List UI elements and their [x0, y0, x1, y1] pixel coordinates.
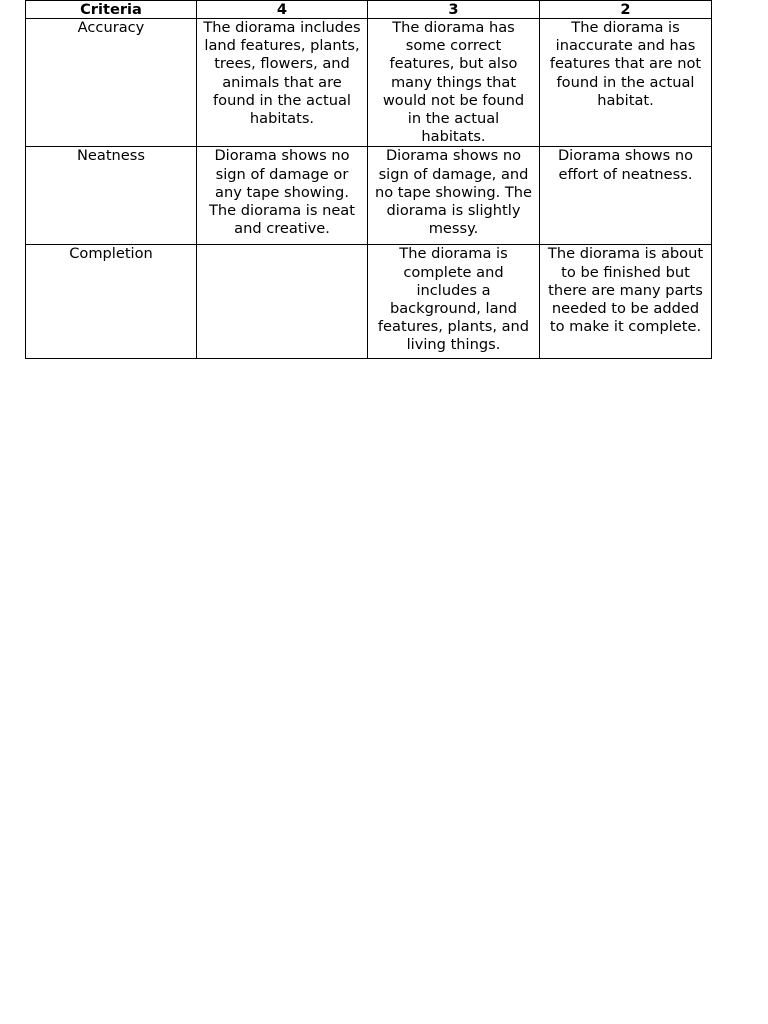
header-score-3: 3 — [368, 1, 540, 19]
criterion-accuracy: Accuracy — [26, 19, 197, 147]
criterion-completion: Completion — [26, 245, 197, 359]
neatness-score-4: Diorama shows no sign of damage or any tape showing. The diorama is neat and creative. — [197, 147, 368, 245]
header-score-2: 2 — [540, 1, 712, 19]
rubric-table — [25, 0, 712, 359]
accuracy-score-2: The diorama is inaccurate and has features that are not found in the actual habitat. — [540, 19, 712, 147]
header-row — [26, 1, 712, 19]
criterion-neatness: Neatness — [26, 147, 197, 245]
neatness-score-3: Diorama shows no sign of damage, and no tape showing. The diorama is slightly messy. — [368, 147, 540, 245]
header-score-4: 4 — [197, 1, 368, 19]
accuracy-score-3: The diorama has some correct features, but also many things that would not be found in the actual habitats. — [368, 19, 540, 147]
completion-score-3: The diorama is complete and includes a background, land features, plants, and living things. — [368, 245, 540, 359]
neatness-score-2: Diorama shows no effort of neatness. — [540, 147, 712, 245]
completion-score-2: The diorama is about to be finished but there are many parts needed to be added to make it complete. — [540, 245, 712, 359]
completion-score-4 — [197, 245, 368, 359]
table-row-completion — [26, 245, 712, 359]
table-row-neatness — [26, 147, 712, 245]
table-row-accuracy — [26, 19, 712, 147]
accuracy-score-4: The diorama includes land features, plants, trees, flowers, and animals that are found in the actual habitats. — [197, 19, 368, 147]
header-criteria: Criteria — [26, 1, 197, 19]
